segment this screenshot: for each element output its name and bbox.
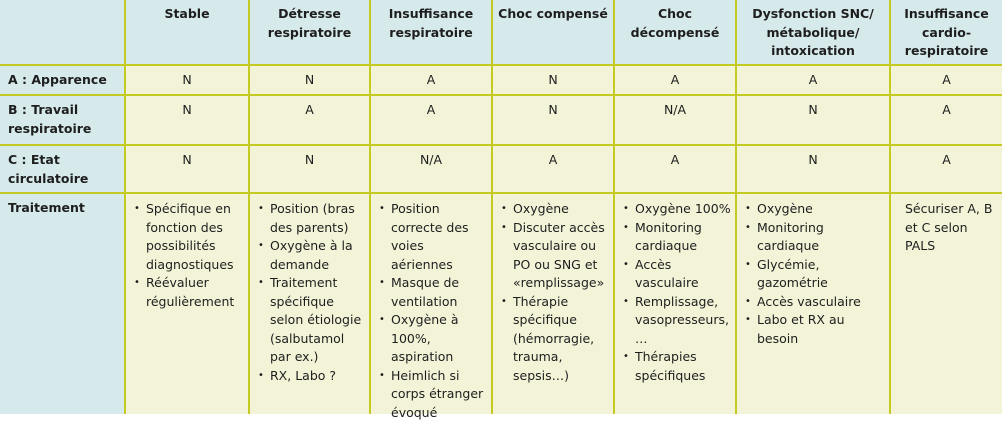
treatment-item: • Thérapies spécifiques xyxy=(623,348,731,385)
table-cell-value: N xyxy=(126,66,248,94)
table-cell-value: N xyxy=(126,146,248,192)
treatment-item: • Oxygène xyxy=(501,200,609,219)
treatment-item: • Monitoring cardiaque xyxy=(745,219,885,256)
treatment-item: • Position (bras des parents) xyxy=(258,200,365,237)
table-cell-value: N xyxy=(493,66,613,94)
treatment-list xyxy=(134,200,244,311)
treatment-cell xyxy=(250,194,369,414)
treatment-item: • Thérapie spécifique (hémorragie, trauma, sepsis…) xyxy=(501,293,609,386)
treatment-item: • Heimlich si corps étranger évoqué xyxy=(379,367,487,422)
treatment-list xyxy=(745,200,885,348)
table-cell-value: A xyxy=(615,146,735,192)
treatment-list xyxy=(258,200,365,385)
treatment-cell xyxy=(371,194,491,414)
treatment-item: • Oxygène à 100%, aspiration xyxy=(379,311,487,367)
table-cell-value: A xyxy=(493,146,613,192)
treatment-item: • Traitement spécifique selon étiologie (salbutamol par ex.) xyxy=(258,274,365,367)
treatment-item: • Masque de ventilation xyxy=(379,274,487,311)
column-header: Stable xyxy=(126,0,248,64)
treatment-item: • Labo et RX au besoin xyxy=(745,311,885,348)
treatment-item: • Oxygène à la demande xyxy=(258,237,365,274)
treatment-list xyxy=(379,200,487,422)
table-cell-value: A xyxy=(891,96,1002,144)
table-cell-value: N/A xyxy=(615,96,735,144)
treatment-item: • Réévaluer régulièrement xyxy=(134,274,244,311)
table-cell-value: A xyxy=(250,96,369,144)
table-cell-value: N/A xyxy=(371,146,491,192)
table-corner-cell xyxy=(0,0,124,64)
treatment-cell xyxy=(891,194,1002,414)
table-cell-value: N xyxy=(737,96,889,144)
column-header: Choc compensé xyxy=(493,0,613,64)
treatment-item: • Accès vasculaire xyxy=(623,256,731,293)
treatment-item: • Remplissage, vasopresseurs, … xyxy=(623,293,731,349)
treatment-cell xyxy=(615,194,735,414)
table-cell-value: A xyxy=(371,66,491,94)
row-label: A : Apparence xyxy=(0,66,124,94)
table-cell-value: A xyxy=(891,66,1002,94)
table-cell-value: A xyxy=(615,66,735,94)
table-cell-value: N xyxy=(250,66,369,94)
treatment-item: • Accès vasculaire xyxy=(745,293,885,312)
table-cell-value: N xyxy=(493,96,613,144)
treatment-item: • Monitoring cardiaque xyxy=(623,219,731,256)
column-header: Insuffisance cardio-respiratoire xyxy=(891,0,1002,64)
column-header: Dysfonction SNC/ métabolique/ intoxication xyxy=(737,0,889,64)
treatment-item: • Oxygène 100% xyxy=(623,200,731,219)
treatment-item: • Position correcte des voies aériennes xyxy=(379,200,487,274)
treatment-list xyxy=(501,200,609,385)
table-cell-value: N xyxy=(250,146,369,192)
table-cell-value: A xyxy=(737,66,889,94)
row-label-treatment: Traitement xyxy=(0,194,124,414)
treatment-item: • Glycémie, gazométrie xyxy=(745,256,885,293)
treatment-item: • Discuter accès vasculaire ou PO ou SNG et «remplissage» xyxy=(501,219,609,293)
row-label: B : Travail respiratoire xyxy=(0,96,124,144)
treatment-item: • Spécifique en fonction des possibilités diagnostiques xyxy=(134,200,244,274)
treatment-item: • Oxygène xyxy=(745,200,885,219)
table-cell-value: N xyxy=(126,96,248,144)
treatment-cell xyxy=(493,194,613,414)
column-header: Choc décompensé xyxy=(615,0,735,64)
treatment-text: Sécuriser A, B et C selon PALS xyxy=(905,200,998,256)
treatment-cell xyxy=(126,194,248,414)
treatment-list xyxy=(623,200,731,385)
table-cell-value: N xyxy=(737,146,889,192)
column-header: Détresse respiratoire xyxy=(250,0,369,64)
table-cell-value: A xyxy=(371,96,491,144)
treatment-item: • RX, Labo ? xyxy=(258,367,365,386)
row-label: C : Etat circulatoire xyxy=(0,146,124,192)
table-cell-value: A xyxy=(891,146,1002,192)
treatment-cell xyxy=(737,194,889,414)
column-header: Insuffisance respiratoire xyxy=(371,0,491,64)
